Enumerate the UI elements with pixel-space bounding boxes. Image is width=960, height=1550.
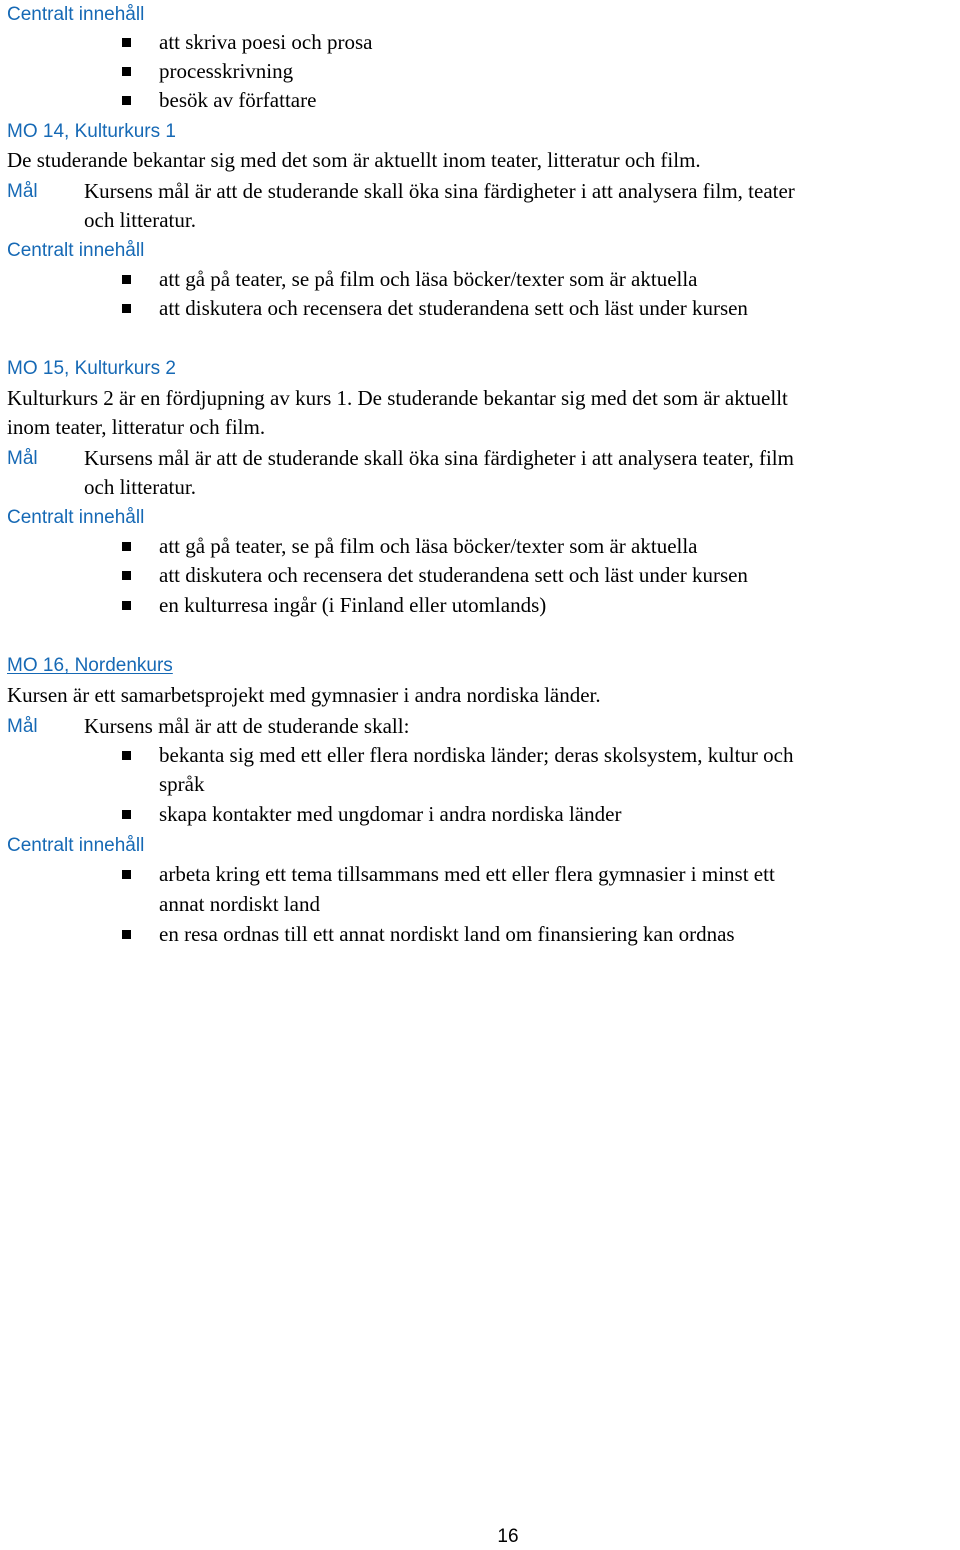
list-item: besök av författare [159, 88, 317, 112]
list-item: att skriva poesi och prosa [159, 30, 373, 54]
section-heading-centralt-innehall: Centralt innehåll [7, 507, 145, 528]
goal-label: Mål [7, 181, 38, 202]
list-item: att diskutera och recensera det studerandena sett och läst under kursen [159, 563, 748, 587]
bullet-square-icon [122, 304, 131, 313]
goal-text: Kursens mål är att de studerande skall öka sina färdigheter i att analysera teater, film [84, 446, 794, 470]
bullet-square-icon [122, 810, 131, 819]
bullet-square-icon [122, 870, 131, 879]
bullet-square-icon [122, 38, 131, 47]
list-item: att gå på teater, se på film och läsa böcker/texter som är aktuella [159, 267, 698, 291]
list-item: en resa ordnas till ett annat nordiskt land om finansiering kan ordnas [159, 922, 735, 946]
goal-text: Kursens mål är att de studerande skall öka sina färdigheter i att analysera film, teater [84, 179, 795, 203]
course-title-mo14: MO 14, Kulturkurs 1 [7, 121, 176, 142]
goal-text-continued: och litteratur. [84, 208, 196, 232]
goal-label: Mål [7, 716, 38, 737]
section-heading-centralt-innehall: Centralt innehåll [7, 240, 145, 261]
section-heading-centralt-innehall: Centralt innehåll [7, 835, 145, 856]
goal-label: Mål [7, 448, 38, 469]
bullet-square-icon [122, 96, 131, 105]
goal-text: Kursens mål är att de studerande skall: [84, 714, 410, 738]
goal-text-continued: och litteratur. [84, 475, 196, 499]
bullet-square-icon [122, 601, 131, 610]
course-description: Kursen är ett samarbetsprojekt med gymnasier i andra nordiska länder. [7, 683, 601, 707]
list-item: att diskutera och recensera det studerandena sett och läst under kursen [159, 296, 748, 320]
course-title-mo16: MO 16, Nordenkurs [7, 655, 173, 676]
list-item-continued: annat nordiskt land [159, 892, 320, 916]
course-description: Kulturkurs 2 är en fördjupning av kurs 1. De studerande bekantar sig med det som är aktuellt [7, 386, 788, 410]
bullet-square-icon [122, 275, 131, 284]
list-item: att gå på teater, se på film och läsa böcker/texter som är aktuella [159, 534, 698, 558]
page-number: 16 [497, 1526, 519, 1547]
bullet-square-icon [122, 542, 131, 551]
list-item: skapa kontakter med ungdomar i andra nordiska länder [159, 802, 622, 826]
course-title-mo15: MO 15, Kulturkurs 2 [7, 358, 176, 379]
list-item-continued: språk [159, 772, 205, 796]
list-item: arbeta kring ett tema tillsammans med ett eller flera gymnasier i minst ett [159, 862, 775, 886]
course-description-continued: inom teater, litteratur och film. [7, 415, 266, 439]
list-item: bekanta sig med ett eller flera nordiska länder; deras skolsystem, kultur och [159, 743, 794, 767]
course-description: De studerande bekantar sig med det som är aktuellt inom teater, litteratur och film. [7, 148, 701, 172]
list-item: processkrivning [159, 59, 294, 83]
bullet-square-icon [122, 930, 131, 939]
list-item: en kulturresa ingår (i Finland eller utomlands) [159, 593, 547, 617]
bullet-square-icon [122, 67, 131, 76]
section-heading-centralt-innehall: Centralt innehåll [7, 4, 145, 25]
bullet-square-icon [122, 751, 131, 760]
bullet-square-icon [122, 571, 131, 580]
